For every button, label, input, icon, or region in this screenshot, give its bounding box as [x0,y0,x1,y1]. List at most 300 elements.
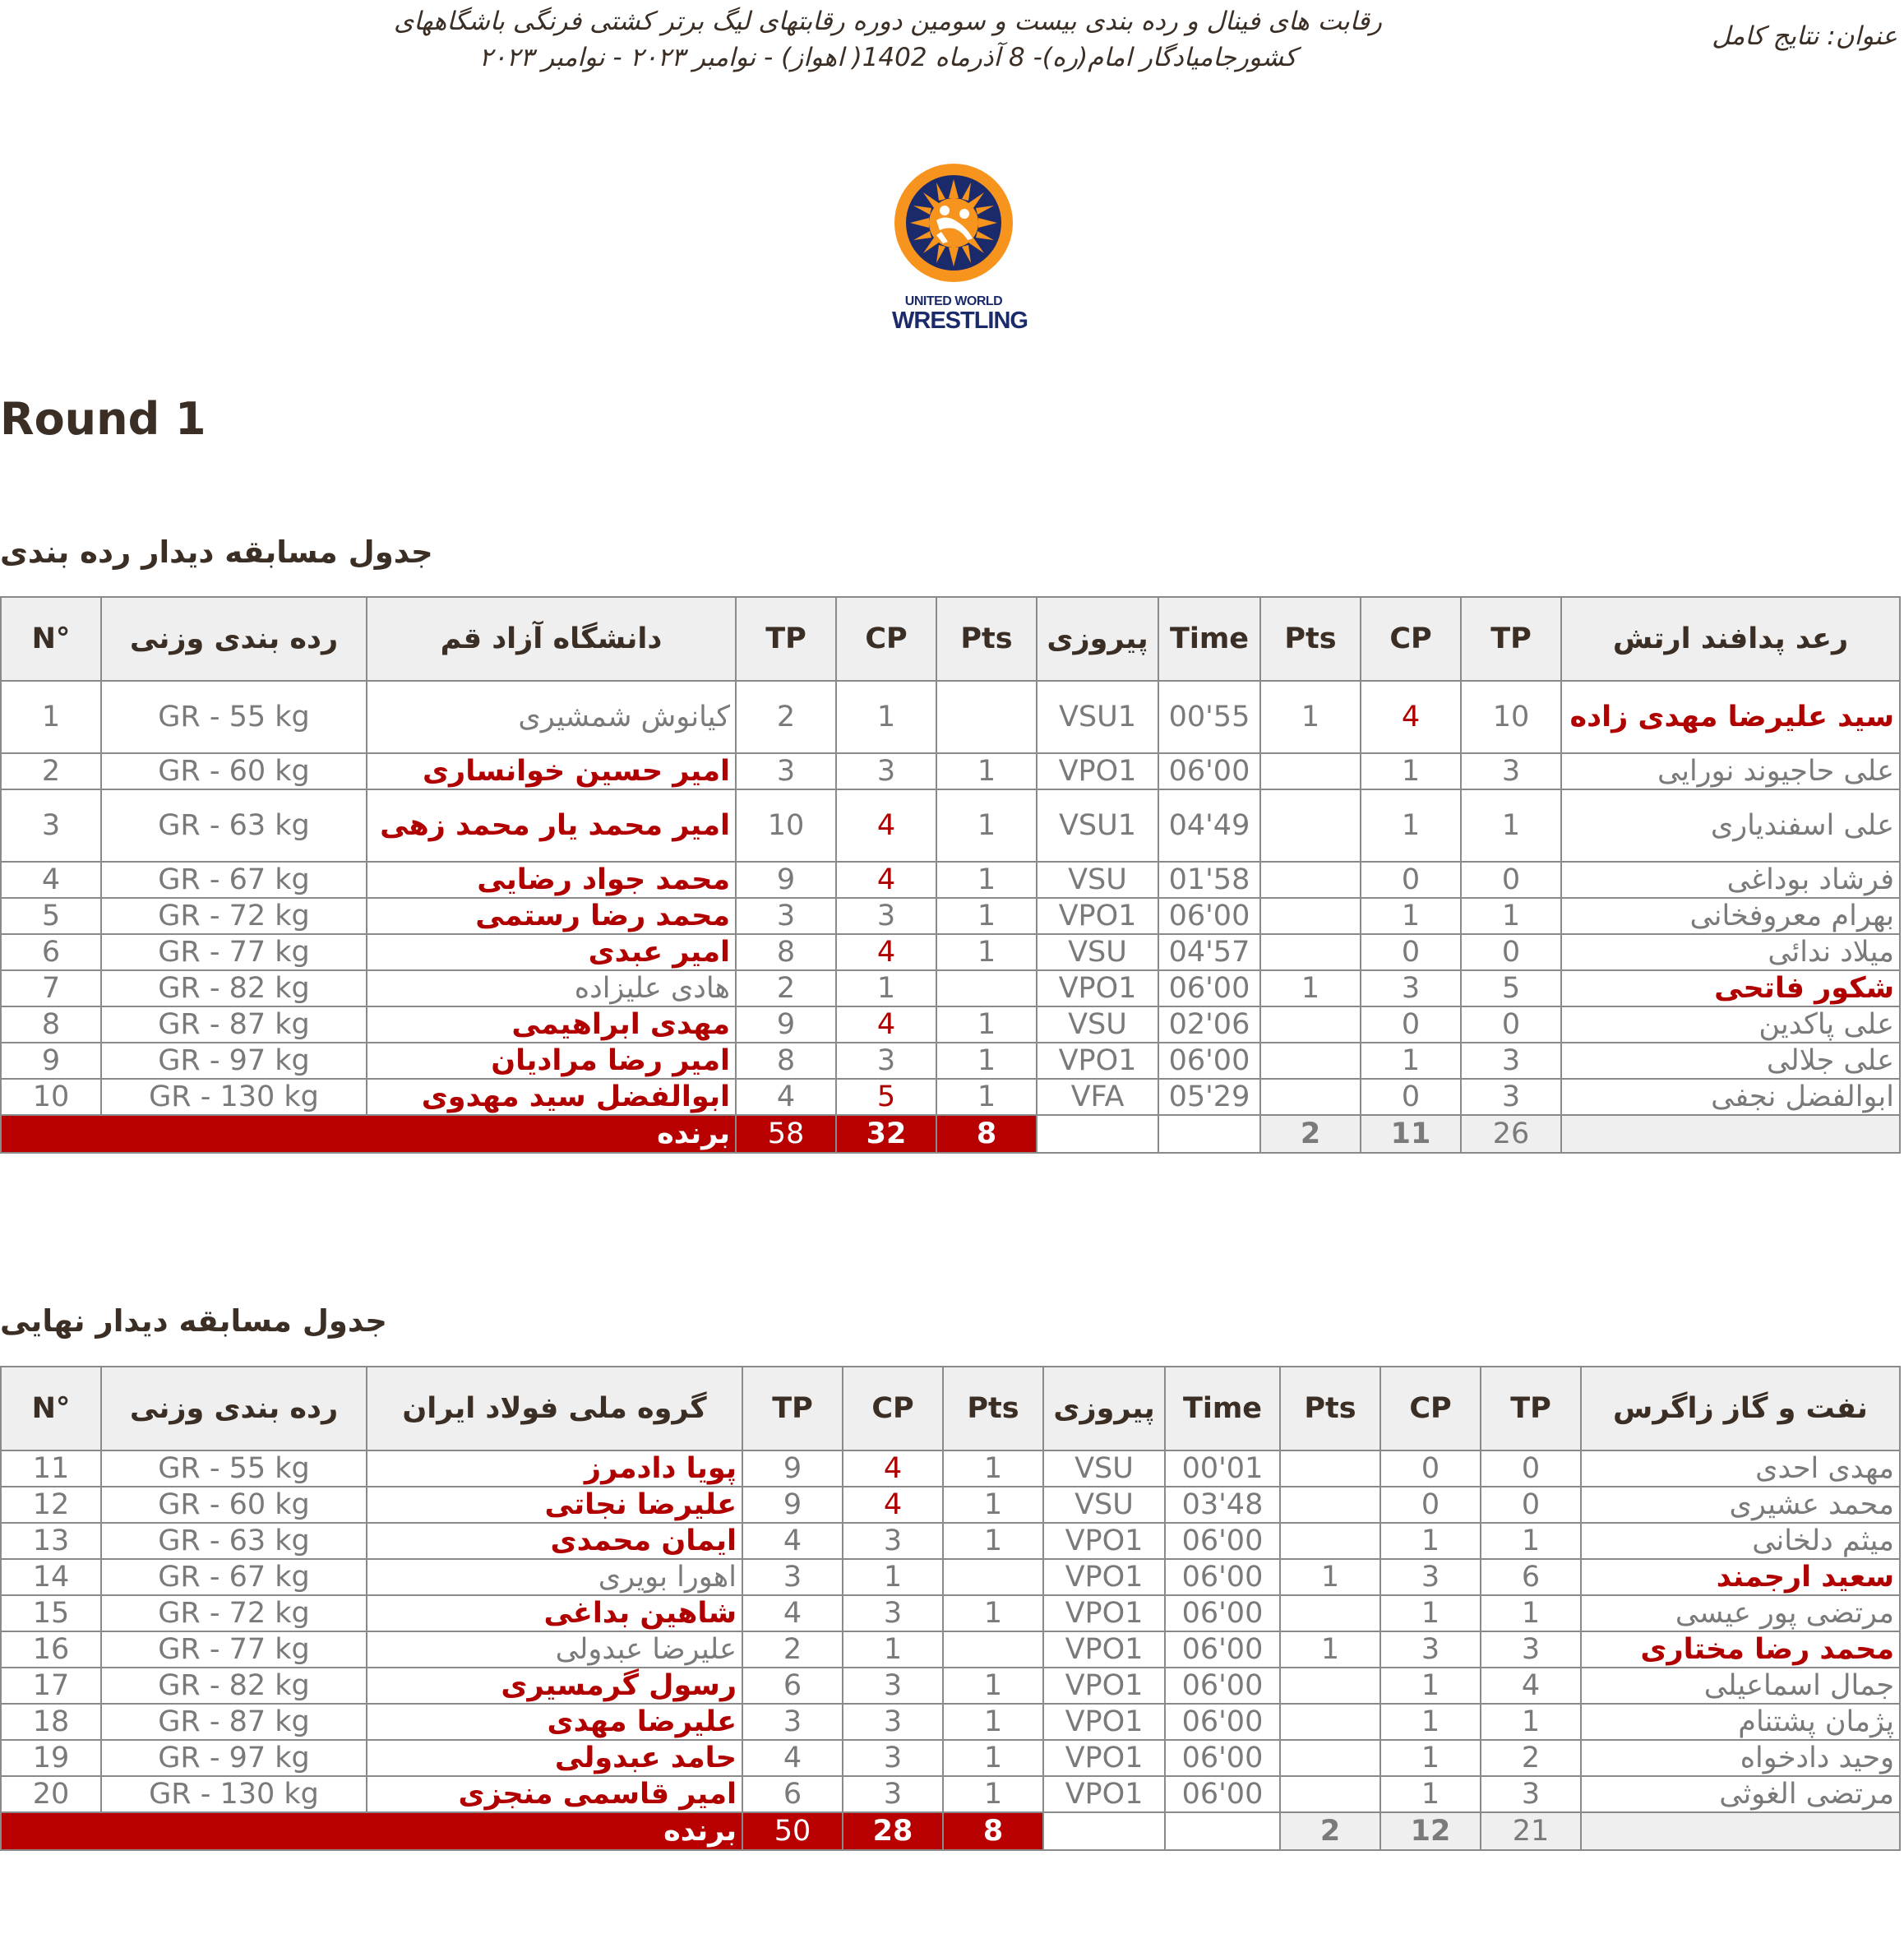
total-empty-name [1561,1115,1900,1153]
left-pts: 1 [943,1523,1043,1559]
right-wrestler-name: علی اسفندیاری [1561,789,1900,862]
header-left-team: دانشگاه آزاد قم [367,597,736,681]
right-pts [1280,1776,1380,1812]
weight-class: GR - 67 kg [101,1559,367,1595]
right-tp: 0 [1461,934,1561,970]
victory-type: VPO1 [1043,1595,1165,1631]
left-cp: 3 [843,1595,943,1631]
left-pts: 1 [936,1079,1037,1115]
bout-number: 10 [1,1079,101,1115]
header-right-team: رعد پدافند ارتش [1561,597,1900,681]
bout-number: 4 [1,862,101,898]
left-wrestler-name: شاهین بداغی [367,1595,742,1631]
total-left-pts: 8 [936,1115,1037,1153]
left-cp: 5 [836,1079,936,1115]
right-tp: 3 [1481,1776,1581,1812]
left-wrestler-name: ایمان محمدی [367,1523,742,1559]
table-row [1,1079,1900,1115]
victory-type: VPO1 [1043,1668,1165,1704]
victory-type: VPO1 [1043,1559,1165,1595]
table-header-row [1,597,1900,681]
bout-number: 7 [1,970,101,1006]
table-row [1,1595,1900,1631]
header-victory: پیروزی [1043,1367,1165,1450]
left-pts [943,1631,1043,1668]
left-cp: 1 [843,1559,943,1595]
left-pts: 1 [943,1704,1043,1740]
left-cp: 4 [843,1450,943,1487]
header-pts: Pts [943,1367,1043,1450]
right-wrestler-name: جمال اسماعیلی [1581,1668,1900,1704]
left-wrestler-name: علیرضا عبدولی [367,1631,742,1668]
weight-class: GR - 130 kg [101,1776,367,1812]
table-row [1,862,1900,898]
left-cp: 1 [836,970,936,1006]
right-tp: 3 [1461,1043,1561,1079]
right-pts [1260,789,1361,862]
left-cp: 4 [836,934,936,970]
left-wrestler-name: هادی علیزاده [367,970,736,1006]
right-pts [1280,1740,1380,1776]
right-pts [1280,1450,1380,1487]
total-right-cp: 11 [1361,1115,1461,1153]
total-empty-time [1165,1812,1280,1850]
table-row [1,1006,1900,1043]
total-empty-time [1158,1115,1260,1153]
total-left-tp: 58 [736,1115,836,1153]
right-pts [1260,862,1361,898]
table-row [1,753,1900,789]
right-pts [1280,1523,1380,1559]
bout-time: 06'00 [1165,1559,1280,1595]
left-wrestler-name: محمد جواد رضایی [367,862,736,898]
bout-time: 06'00 [1165,1704,1280,1740]
section-title-2: جدول مسابقه دیدار نهایی [0,1303,387,1339]
left-pts: 1 [936,1043,1037,1079]
right-wrestler-name: علی حاجیوند نورایی [1561,753,1900,789]
total-right-pts: 2 [1260,1115,1361,1153]
total-left-cp: 32 [836,1115,936,1153]
total-left-cp: 28 [843,1812,943,1850]
right-tp: 3 [1461,1079,1561,1115]
weight-class: GR - 82 kg [101,1668,367,1704]
victory-type: VSU1 [1037,681,1158,753]
header-tp-2: TP [1481,1367,1581,1450]
left-tp: 3 [742,1704,843,1740]
bout-time: 06'00 [1158,753,1260,789]
title-line-1: رقابت های فینال و رده بندی بیست و سومین دوره رقابتهای لیگ برتر کشتی فرنگی باشگاههای [393,7,1383,36]
right-cp: 0 [1361,862,1461,898]
left-wrestler-name: علیرضا نجاتی [367,1487,742,1523]
left-tp: 10 [736,789,836,862]
right-cp: 0 [1380,1487,1481,1523]
victory-type: VSU1 [1037,789,1158,862]
right-tp: 1 [1461,789,1561,862]
left-pts: 1 [943,1776,1043,1812]
header-weight: رده بندی وزنی [101,1367,367,1450]
left-cp: 3 [836,753,936,789]
totals-row [1,1812,1900,1850]
weight-class: GR - 87 kg [101,1704,367,1740]
right-cp: 1 [1361,898,1461,934]
right-cp: 3 [1380,1631,1481,1668]
header-tp-2: TP [1461,597,1561,681]
bout-number: 12 [1,1487,101,1523]
bout-time: 06'00 [1158,1043,1260,1079]
weight-class: GR - 55 kg [101,1450,367,1487]
total-empty-victory [1037,1115,1158,1153]
bout-number: 11 [1,1450,101,1487]
left-cp: 3 [843,1704,943,1740]
bout-time: 04'57 [1158,934,1260,970]
right-wrestler-name: محمد رضا مختاری [1581,1631,1900,1668]
left-tp: 9 [742,1450,843,1487]
right-cp: 3 [1380,1559,1481,1595]
left-cp: 1 [836,681,936,753]
left-tp: 3 [736,753,836,789]
weight-class: GR - 63 kg [101,1523,367,1559]
results-table-1 [0,596,1901,1154]
right-tp: 1 [1481,1595,1581,1631]
header-pts-2: Pts [1260,597,1361,681]
totals-row [1,1115,1900,1153]
left-pts: 1 [943,1487,1043,1523]
weight-class: GR - 55 kg [101,681,367,753]
right-cp: 1 [1361,1043,1461,1079]
left-tp: 9 [736,1006,836,1043]
right-wrestler-name: محمد عشیری [1581,1487,1900,1523]
bout-number: 16 [1,1631,101,1668]
right-tp: 4 [1481,1668,1581,1704]
right-wrestler-name: فرشاد بوداغی [1561,862,1900,898]
bout-number: 9 [1,1043,101,1079]
right-wrestler-name: علی پاکدین [1561,1006,1900,1043]
left-cp: 3 [843,1523,943,1559]
right-cp: 0 [1361,1079,1461,1115]
table-row [1,1487,1900,1523]
right-tp: 10 [1461,681,1561,753]
total-left-tp: 50 [742,1812,843,1850]
right-cp: 0 [1380,1450,1481,1487]
right-cp: 1 [1380,1523,1481,1559]
bout-time: 06'00 [1158,970,1260,1006]
victory-type: VSU [1043,1450,1165,1487]
bout-number: 15 [1,1595,101,1631]
bout-time: 03'48 [1165,1487,1280,1523]
bout-number: 1 [1,681,101,753]
table-header-row [1,1367,1900,1450]
left-wrestler-name: امیر رضا مرادیان [367,1043,736,1079]
right-wrestler-name: شکور فاتحی [1561,970,1900,1006]
victory-type: VPO1 [1037,970,1158,1006]
right-pts [1280,1487,1380,1523]
table-row [1,970,1900,1006]
header-cp-2: CP [1361,597,1461,681]
right-pts [1260,1006,1361,1043]
table-row [1,1631,1900,1668]
weight-class: GR - 72 kg [101,898,367,934]
right-cp: 1 [1380,1668,1481,1704]
left-pts: 1 [943,1740,1043,1776]
left-pts [936,970,1037,1006]
bout-time: 06'00 [1165,1740,1280,1776]
right-wrestler-name: مهدی احدی [1581,1450,1900,1487]
header-pts-2: Pts [1280,1367,1380,1450]
right-tp: 6 [1481,1559,1581,1595]
right-cp: 1 [1380,1595,1481,1631]
left-tp: 6 [742,1668,843,1704]
weight-class: GR - 97 kg [101,1043,367,1079]
left-cp: 4 [836,862,936,898]
section-title-1: جدول مسابقه دیدار رده بندی [0,534,433,570]
left-tp: 2 [742,1631,843,1668]
left-pts: 1 [936,789,1037,862]
left-tp: 4 [742,1523,843,1559]
table-row [1,1450,1900,1487]
winner-label: برنده [1,1115,736,1153]
right-pts: 1 [1260,970,1361,1006]
bout-number: 14 [1,1559,101,1595]
right-pts [1260,898,1361,934]
victory-type: VPO1 [1037,1043,1158,1079]
header-weight: رده بندی وزنی [101,597,367,681]
left-pts: 1 [936,753,1037,789]
right-pts [1260,753,1361,789]
left-wrestler-name: کیانوش شمشیری [367,681,736,753]
right-tp: 5 [1461,970,1561,1006]
bout-number: 18 [1,1704,101,1740]
round-title: Round 1 [0,393,206,445]
right-cp: 1 [1361,753,1461,789]
left-pts [943,1559,1043,1595]
weight-class: GR - 97 kg [101,1740,367,1776]
right-tp: 0 [1481,1450,1581,1487]
victory-type: VPO1 [1043,1776,1165,1812]
left-cp: 3 [836,1043,936,1079]
right-tp: 2 [1481,1740,1581,1776]
bout-time: 06'00 [1158,898,1260,934]
left-cp: 3 [843,1740,943,1776]
right-tp: 1 [1461,898,1561,934]
right-wrestler-name: میلاد ندائی [1561,934,1900,970]
bout-time: 06'00 [1165,1631,1280,1668]
left-tp: 2 [736,681,836,753]
left-cp: 4 [843,1487,943,1523]
weight-class: GR - 87 kg [101,1006,367,1043]
table-row [1,1740,1900,1776]
left-wrestler-name: امیر حسین خوانساری [367,753,736,789]
document-title [247,3,1529,76]
left-pts: 1 [943,1595,1043,1631]
left-cp: 4 [836,1006,936,1043]
header-tp: TP [736,597,836,681]
left-wrestler-name: اهورا بویری [367,1559,742,1595]
left-wrestler-name: مهدی ابراهیمی [367,1006,736,1043]
right-cp: 1 [1380,1704,1481,1740]
right-pts: 1 [1280,1559,1380,1595]
weight-class: GR - 60 kg [101,753,367,789]
bout-number: 6 [1,934,101,970]
table-row [1,789,1900,862]
right-pts [1280,1704,1380,1740]
left-pts: 1 [943,1668,1043,1704]
victory-type: VFA [1037,1079,1158,1115]
left-cp: 3 [836,898,936,934]
right-tp: 1 [1481,1523,1581,1559]
right-tp: 3 [1481,1631,1581,1668]
right-wrestler-name: سعید ارجمند [1581,1559,1900,1595]
victory-type: VSU [1037,862,1158,898]
left-tp: 4 [742,1595,843,1631]
bout-number: 19 [1,1740,101,1776]
bout-time: 05'29 [1158,1079,1260,1115]
table-row [1,934,1900,970]
total-right-tp: 26 [1461,1115,1561,1153]
header-left-team: گروه ملی فولاد ایران [367,1367,742,1450]
right-cp: 4 [1361,681,1461,753]
right-wrestler-name: وحید دادخواه [1581,1740,1900,1776]
logo-line-1: UNITED WORLD [904,294,1003,308]
bout-time: 06'00 [1165,1523,1280,1559]
weight-class: GR - 130 kg [101,1079,367,1115]
winner-label: برنده [1,1812,742,1850]
left-wrestler-name: ابوالفضل سید مهدوی [367,1079,736,1115]
results-table-2 [0,1366,1901,1851]
left-pts [936,681,1037,753]
left-cp: 1 [843,1631,943,1668]
bout-time: 06'00 [1165,1668,1280,1704]
header-tp: TP [742,1367,843,1450]
right-tp: 0 [1461,1006,1561,1043]
bout-time: 02'06 [1158,1006,1260,1043]
table-row [1,1043,1900,1079]
left-pts: 1 [936,862,1037,898]
left-tp: 8 [736,1043,836,1079]
header-victory: پیروزی [1037,597,1158,681]
left-wrestler-name: امیر عبدی [367,934,736,970]
table-row [1,1668,1900,1704]
title-line-2: کشورجامیادگار امام(ره)- 8 آذرماه 1402( اهواز) - نوامبر ۲۰۲۳ - نوامبر ۲۰۲۳ [478,43,1297,72]
total-empty-victory [1043,1812,1165,1850]
left-wrestler-name: رسول گرمسیری [367,1668,742,1704]
left-cp: 4 [836,789,936,862]
left-tp: 3 [742,1559,843,1595]
left-tp: 9 [736,862,836,898]
weight-class: GR - 77 kg [101,1631,367,1668]
bout-number: 13 [1,1523,101,1559]
header-right-team: نفت و گاز زاگرس [1581,1367,1900,1450]
left-tp: 9 [742,1487,843,1523]
bout-number: 2 [1,753,101,789]
left-wrestler-name: حامد عبدولی [367,1740,742,1776]
total-right-cp: 12 [1380,1812,1481,1850]
left-wrestler-name: محمد رضا رستمی [367,898,736,934]
left-cp: 3 [843,1776,943,1812]
bout-time: 06'00 [1165,1776,1280,1812]
total-empty-name [1581,1812,1900,1850]
bout-time: 04'49 [1158,789,1260,862]
header-time: Time [1165,1367,1280,1450]
left-pts: 1 [936,934,1037,970]
victory-type: VSU [1037,934,1158,970]
table-row [1,1704,1900,1740]
right-cp: 3 [1361,970,1461,1006]
bout-number: 3 [1,789,101,862]
right-wrestler-name: علی جلالی [1561,1043,1900,1079]
right-wrestler-name: میثم دلخانی [1581,1523,1900,1559]
right-pts [1280,1595,1380,1631]
left-wrestler-name: پویا دادمرز [367,1450,742,1487]
right-cp: 1 [1380,1776,1481,1812]
table-row [1,681,1900,753]
left-tp: 3 [736,898,836,934]
left-pts: 1 [936,1006,1037,1043]
weight-class: GR - 82 kg [101,970,367,1006]
right-cp: 0 [1361,1006,1461,1043]
total-right-pts: 2 [1280,1812,1380,1850]
header-pts: Pts [936,597,1037,681]
left-tp: 8 [736,934,836,970]
uww-logo [892,163,1028,334]
right-wrestler-name: مرتضی الغوثی [1581,1776,1900,1812]
table-row [1,1559,1900,1595]
bout-number: 17 [1,1668,101,1704]
table-row [1,898,1900,934]
left-cp: 3 [843,1668,943,1704]
right-pts [1280,1668,1380,1704]
victory-type: VPO1 [1043,1523,1165,1559]
weight-class: GR - 72 kg [101,1595,367,1631]
left-tp: 2 [736,970,836,1006]
right-pts: 1 [1280,1631,1380,1668]
left-wrestler-name: امیر قاسمی منجزی [367,1776,742,1812]
victory-type: VSU [1043,1487,1165,1523]
weight-class: GR - 77 kg [101,934,367,970]
document-label: عنوان: نتایج کامل [1712,21,1897,51]
bout-time: 00'55 [1158,681,1260,753]
logo-line-2: WRESTLING [892,308,1028,334]
right-pts [1260,934,1361,970]
bout-time: 06'00 [1165,1595,1280,1631]
header-no: N° [1,1367,101,1450]
left-pts: 1 [936,898,1037,934]
right-wrestler-name: ابوالفضل نجفی [1561,1079,1900,1115]
left-tp: 4 [742,1740,843,1776]
right-tp: 0 [1461,862,1561,898]
bout-number: 20 [1,1776,101,1812]
right-tp: 1 [1481,1704,1581,1740]
left-wrestler-name: علیرضا مهدی [367,1704,742,1740]
header-time: Time [1158,597,1260,681]
right-cp: 1 [1380,1740,1481,1776]
header-cp-2: CP [1380,1367,1481,1450]
right-wrestler-name: بهرام معروفخانی [1561,898,1900,934]
left-pts: 1 [943,1450,1043,1487]
total-right-tp: 21 [1481,1812,1581,1850]
table-row [1,1776,1900,1812]
victory-type: VPO1 [1043,1740,1165,1776]
left-tp: 4 [736,1079,836,1115]
right-pts: 1 [1260,681,1361,753]
left-tp: 6 [742,1776,843,1812]
right-tp: 3 [1461,753,1561,789]
right-wrestler-name: سید علیرضا مهدی زاده [1561,681,1900,753]
weight-class: GR - 63 kg [101,789,367,862]
bout-number: 8 [1,1006,101,1043]
header-no: N° [1,597,101,681]
right-cp: 1 [1361,789,1461,862]
victory-type: VPO1 [1043,1631,1165,1668]
